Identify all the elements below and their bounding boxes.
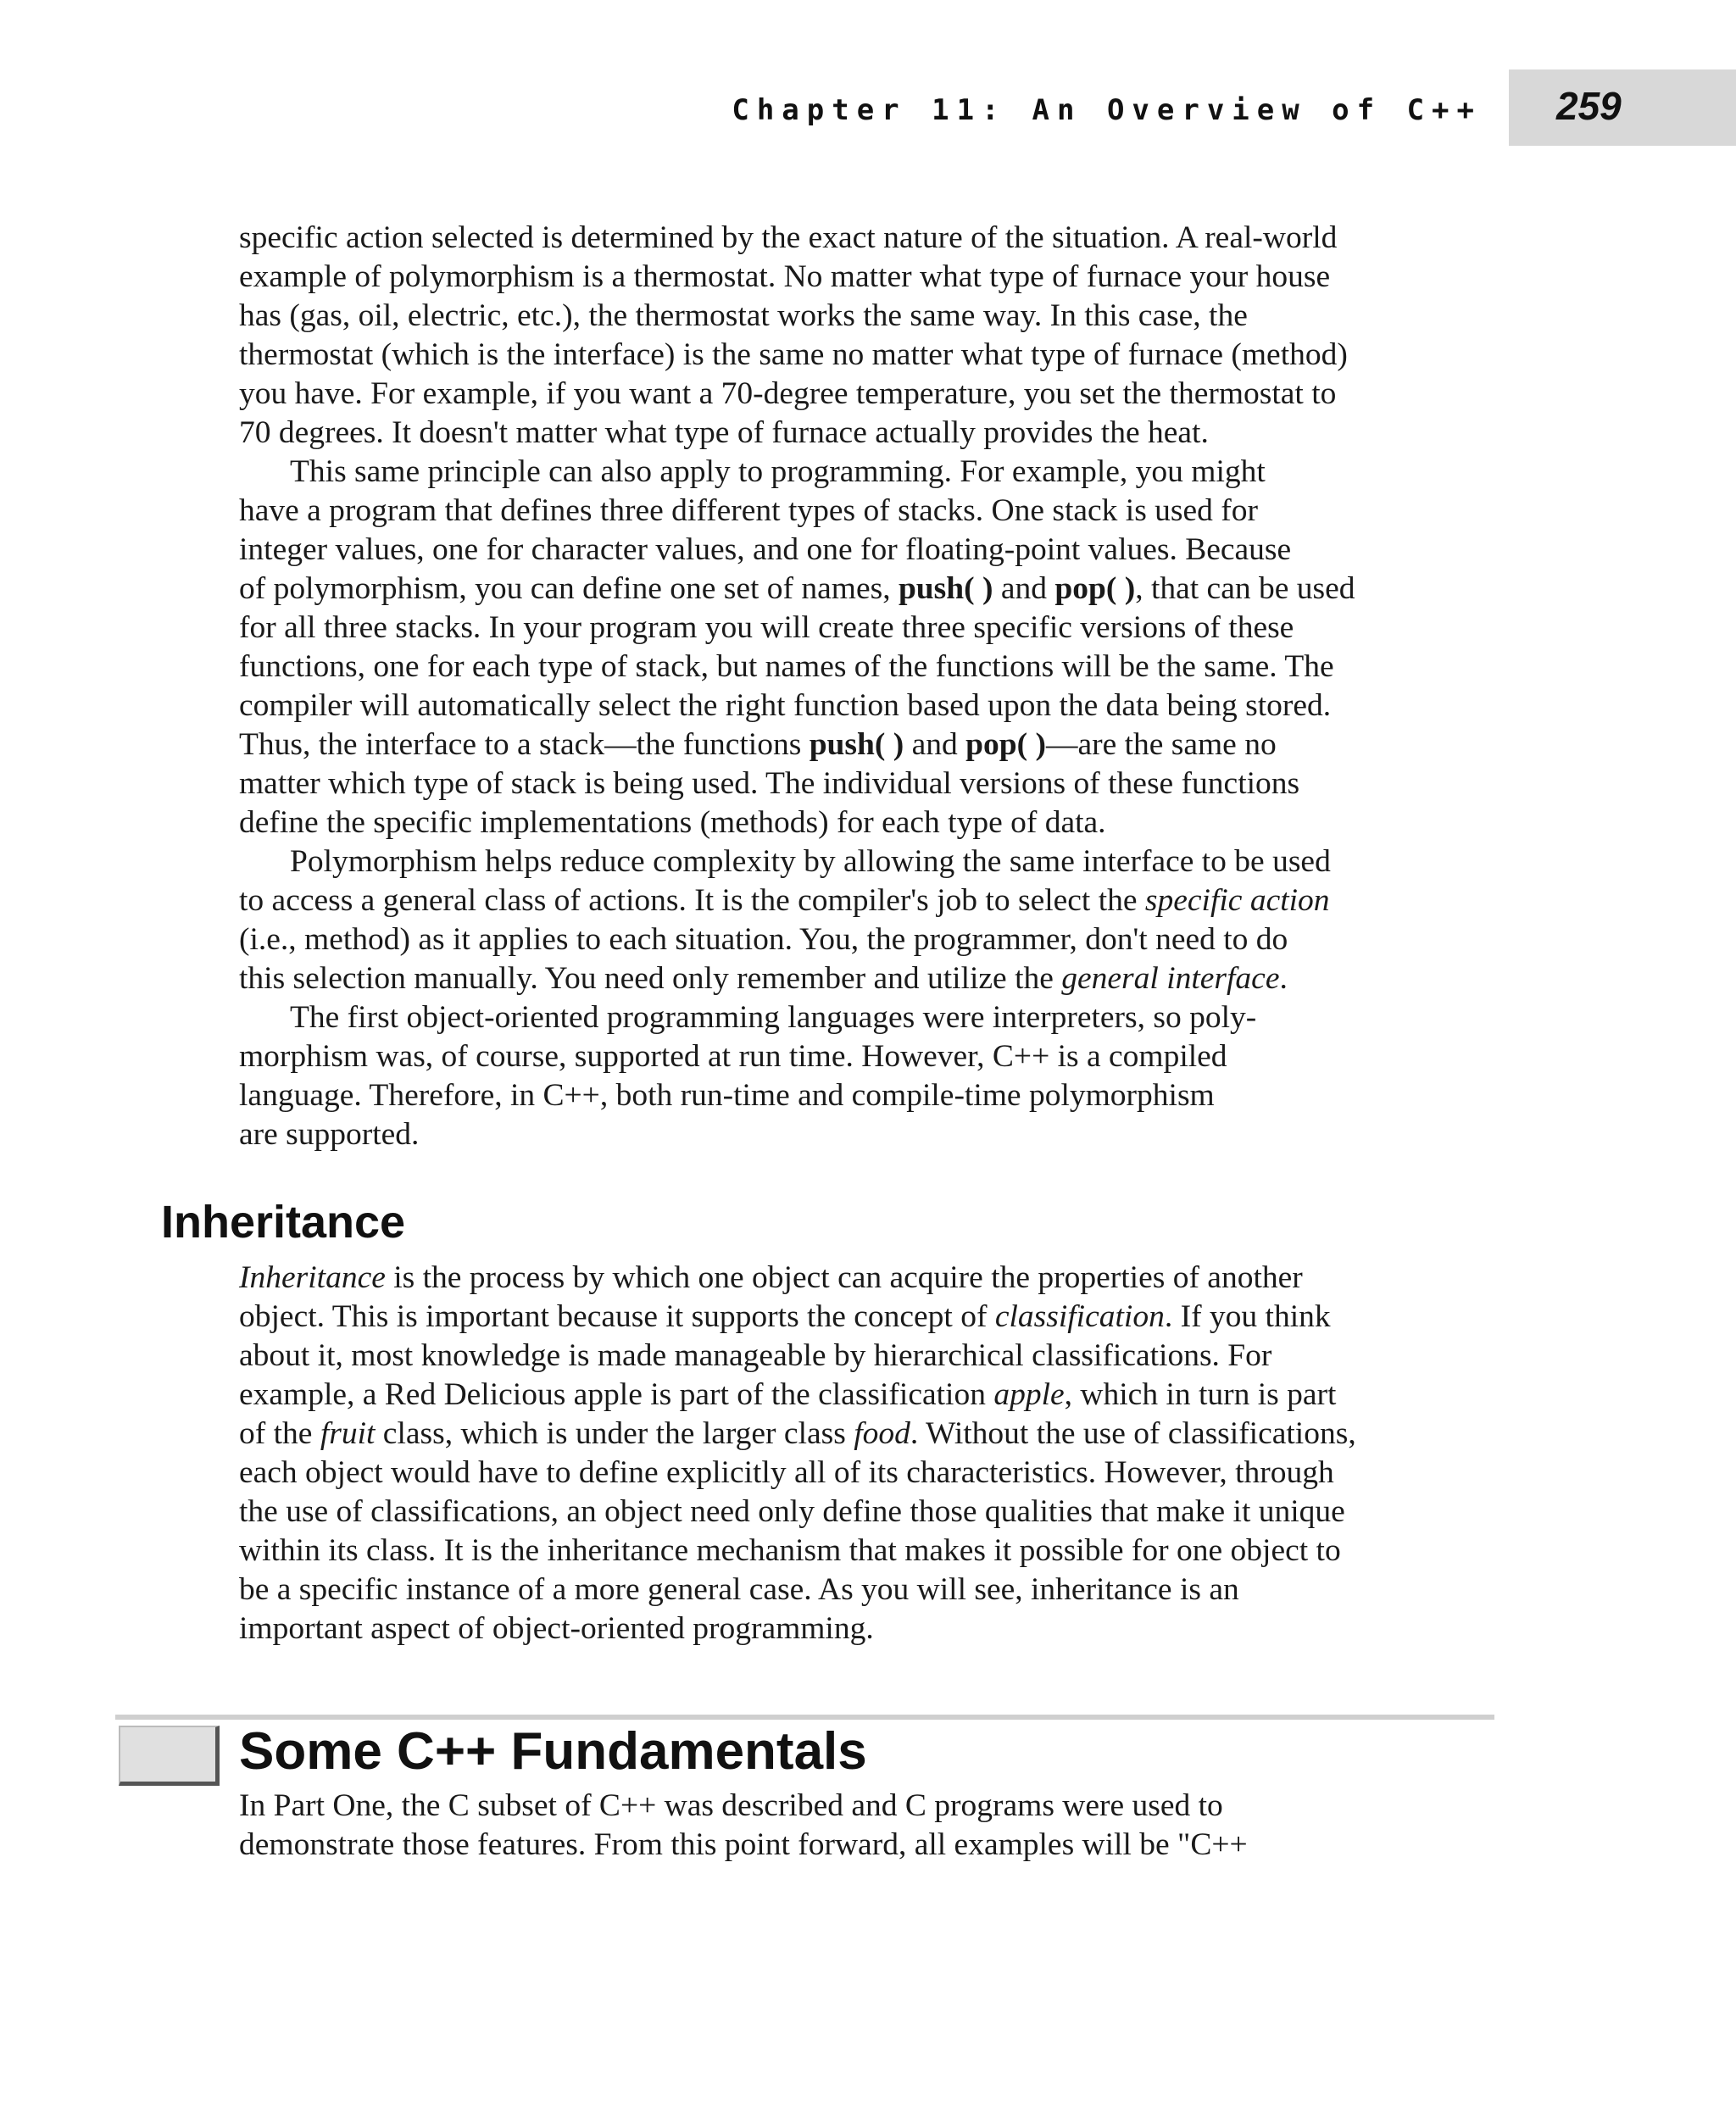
text-line: within its class. It is the inheritance mechanism that makes it possible for one object to [239, 1533, 1341, 1568]
text-line: for all three stacks. In your program you will create three specific versions of these [239, 610, 1294, 645]
text-run: of polymorphism, you can define one set of names, [239, 571, 899, 606]
emphasis-term: specific action [1144, 883, 1330, 918]
text-line: The first object-oriented programming languages were interpreters, so poly- [290, 1000, 1257, 1035]
text-line: example of polymorphism is a thermostat. No matter what type of furnace your house [239, 259, 1331, 294]
text-line: specific action selected is determined by the exact nature of the situation. A real-world [239, 220, 1338, 255]
section-marker-box [119, 1726, 220, 1786]
text-run: object. This is important because it supports the concept of [239, 1299, 995, 1334]
paragraph [239, 842, 1494, 998]
text-line: about it, most knowledge is made manageable by hierarchical classifications. For [239, 1338, 1272, 1373]
text-line: In Part One, the C subset of C++ was described and C programs were used to [239, 1788, 1223, 1823]
text-run: this selection manually. You need only remember and utilize the [239, 961, 1062, 996]
text-run: Thus, the interface to a stack—the functions [239, 727, 810, 762]
text-line: compiler will automatically select the right function based upon the data being stored. [239, 688, 1332, 723]
emphasis-term: food [854, 1416, 910, 1451]
text-line: important aspect of object-oriented programming. [239, 1611, 874, 1646]
emphasis-term: Inheritance [239, 1260, 386, 1295]
text-line: morphism was, of course, supported at run time. However, C++ is a compiled [239, 1039, 1227, 1074]
text-line [239, 959, 1494, 998]
text-run: to access a general class of actions. It is the compiler's job to select the [239, 883, 1145, 918]
inheritance-section [239, 1259, 1494, 1648]
paragraph [239, 219, 1494, 453]
text-line: language. Therefore, in C++, both run-time and compile-time polymorphism [239, 1078, 1215, 1113]
paragraph [239, 1787, 1494, 1865]
emphasis-term: classification [994, 1299, 1165, 1334]
paragraph [239, 998, 1494, 1154]
text-line: be a specific instance of a more general case. As you will see, inheritance is an [239, 1572, 1239, 1607]
page-number: 259 [1556, 84, 1622, 128]
text-run: example, a Red Delicious apple is part of the classification [239, 1377, 994, 1412]
emphasis-term: apple [993, 1377, 1065, 1412]
text-line: define the specific implementations (methods) for each type of data. [239, 805, 1106, 840]
text-run: of the [239, 1416, 320, 1451]
polymorphism-section [239, 219, 1494, 1154]
text-run: , which in turn is part [1064, 1377, 1337, 1412]
text-line [239, 725, 1494, 764]
fundamentals-heading: Some C++ Fundamentals [239, 1722, 867, 1781]
code-term: pop( ) [1054, 571, 1136, 606]
emphasis-term: general interface [1061, 961, 1280, 996]
text-run: . [1279, 961, 1288, 996]
text-run: and [904, 727, 966, 762]
text-line [239, 1298, 1494, 1337]
text-run: class, which is under the larger class [375, 1416, 854, 1451]
paragraph [239, 1259, 1494, 1648]
text-run: —are the same no [1045, 727, 1277, 762]
text-line: demonstrate those features. From this point forward, all examples will be "C++ [239, 1827, 1248, 1862]
page-number-tab [1509, 69, 1736, 146]
text-line: This same principle can also apply to programming. For example, you might [290, 454, 1266, 489]
chapter-header [732, 93, 1482, 127]
text-line: have a program that defines three different types of stacks. One stack is used for [239, 493, 1259, 528]
text-line [239, 1415, 1494, 1454]
section-rule [115, 1715, 1494, 1720]
text-line: matter which type of stack is being used. The individual versions of these functions [239, 766, 1300, 801]
text-run: . Without the use of classifications, [910, 1416, 1356, 1451]
text-run: , that can be used [1135, 571, 1355, 606]
text-line [239, 881, 1494, 920]
fundamentals-section [239, 1787, 1494, 1865]
text-line: you have. For example, if you want a 70-degree temperature, you set the thermostat to [239, 376, 1337, 411]
text-line: thermostat (which is the interface) is the same no matter what type of furnace (method) [239, 337, 1348, 372]
text-line: functions, one for each type of stack, but names of the functions will be the same. The [239, 649, 1334, 684]
code-term: push( ) [898, 571, 993, 606]
text-line [239, 1376, 1494, 1415]
text-run: is the process by which one object can acquire the properties of another [385, 1260, 1303, 1295]
text-line: integer values, one for character values, and one for floating-point values. Because [239, 532, 1292, 567]
text-line: Polymorphism helps reduce complexity by allowing the same interface to be used [290, 844, 1331, 879]
text-line [239, 570, 1494, 609]
inheritance-heading: Inheritance [161, 1197, 406, 1248]
running-header [0, 69, 1736, 146]
text-line: (i.e., method) as it applies to each situation. You, the programmer, don't need to do [239, 922, 1288, 957]
text-line [239, 1259, 1494, 1298]
text-line: are supported. [239, 1117, 420, 1152]
paragraph [239, 453, 1494, 842]
emphasis-term: fruit [320, 1416, 376, 1451]
text-line: 70 degrees. It doesn't matter what type of furnace actually provides the heat. [239, 415, 1209, 450]
text-run: . If you think [1164, 1299, 1331, 1334]
code-term: pop( ) [965, 727, 1046, 762]
text-run: and [993, 571, 1055, 606]
text-line: has (gas, oil, electric, etc.), the thermostat works the same way. In this case, the [239, 298, 1248, 333]
chapter-label: Chapter 11: [732, 93, 1007, 127]
code-term: push( ) [809, 727, 904, 762]
chapter-title: An Overview of C++ [1032, 93, 1482, 127]
text-line: each object would have to define explicitly all of its characteristics. However, through [239, 1455, 1334, 1490]
text-line: the use of classifications, an object need only define those qualities that make it unique [239, 1494, 1345, 1529]
